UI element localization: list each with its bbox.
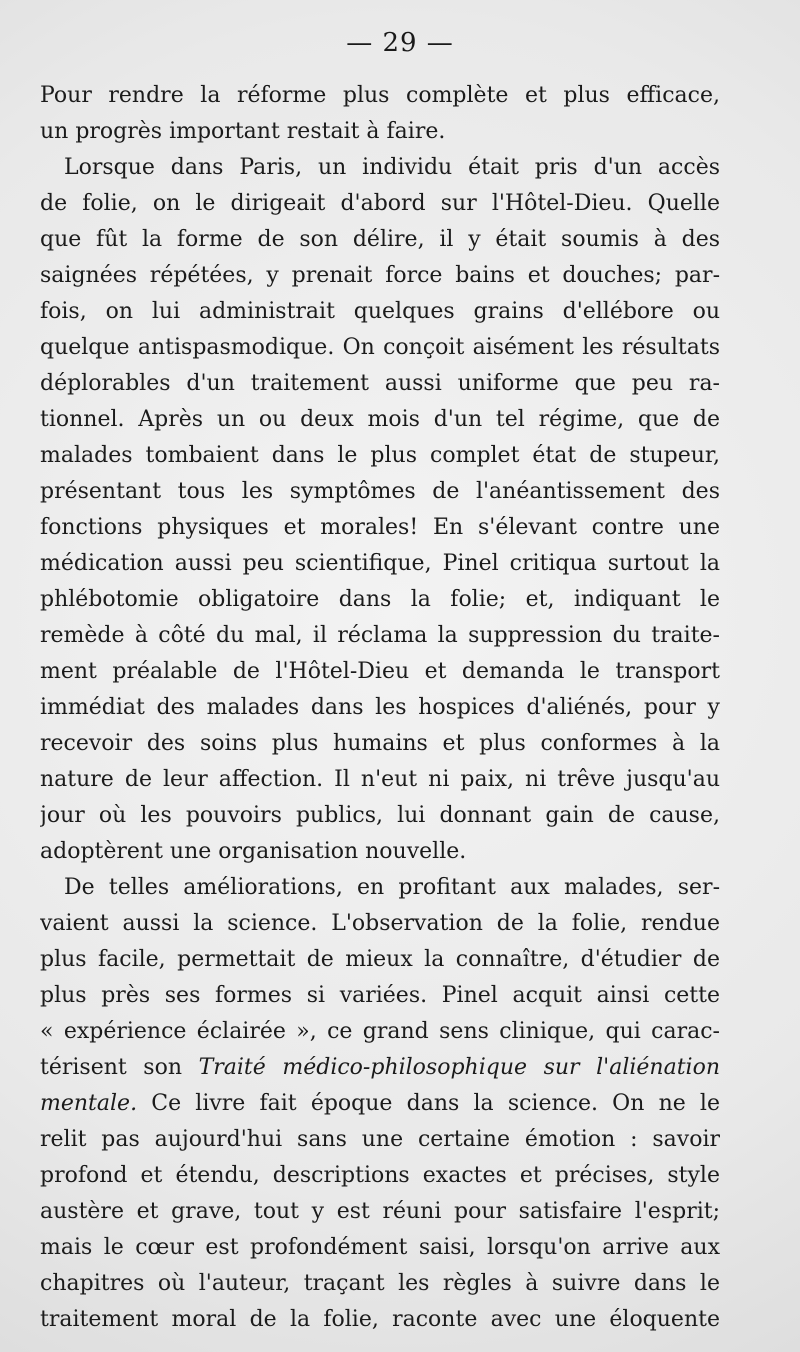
text-line: médication aussi peu scientifique, Pinel critiqua surtout la [40,551,720,576]
text-line: immédiat des malades dans les hospices d'aliénés, pour y [40,695,720,720]
text-line: Pour rendre la réforme plus complète et plus efficace, [40,83,720,108]
text-line: mais le cœur est profondément saisi, lorsqu'on arrive aux [40,1235,720,1260]
text-line: vaient aussi la science. L'observation de la folie, rendue [40,911,720,936]
text-line: malades tombaient dans le plus complet état de stupeur, [40,443,720,468]
text-line: adoptèrent une organisation nouvelle. [40,839,467,864]
body-text [40,78,720,1338]
text-line: nature de leur affection. Il n'eut ni paix, ni trêve jusqu'au [40,767,720,792]
text-line: fois, on lui administrait quelques grains d'ellébore ou [40,299,720,324]
text-line: relit pas aujourd'hui sans une certaine émotion : savoir [40,1127,720,1152]
text-line: phlébotomie obligatoire dans la folie; et, indiquant le [40,587,720,612]
text-line: quelque antispasmodique. On conçoit aisément les résultats [40,335,720,360]
text-line-mixed [40,1086,720,1122]
text-line: remède à côté du mal, il réclama la suppression du traite- [40,623,720,648]
text-line: profond et étendu, descriptions exactes et précises, style [40,1163,720,1188]
text-line-mixed [40,1050,720,1086]
text-line: De telles améliorations, en profitant aux malades, ser- [64,875,720,900]
page-number: — 29 — [346,28,454,58]
text-line: déplorables d'un traitement aussi uniforme que peu ra- [40,371,720,396]
text-fragment: térisent son [40,1055,183,1080]
text-line: que fût la forme de son délire, il y était soumis à des [40,227,720,252]
text-line: chapitres où l'auteur, traçant les règles à suivre dans le [40,1271,720,1296]
text-line: austère et grave, tout y est réuni pour satisfaire l'esprit; [40,1199,720,1224]
text-line: ment préalable de l'Hôtel-Dieu et demanda le transport [40,659,720,684]
text-line: de folie, on le dirigeait d'abord sur l'Hôtel-Dieu. Quelle [40,191,720,216]
text-line: traitement moral de la folie, raconte avec une éloquente [40,1307,720,1332]
text-line: saignées répétées, y prenait force bains et douches; par- [40,263,720,288]
text-line: plus facile, permettait de mieux la connaître, d'étudier de [40,947,720,972]
text-line: jour où les pouvoirs publics, lui donnant gain de cause, [40,803,720,828]
book-title: Traité médico-philosophique sur l'aliénation [198,1055,720,1080]
text-line: fonctions physiques et morales! En s'élevant contre une [40,515,720,540]
text-line: plus près ses formes si variées. Pinel acquit ainsi cette [40,983,720,1008]
text-line: tionnel. Après un ou deux mois d'un tel régime, que de [40,407,720,432]
text-line: recevoir des soins plus humains et plus conformes à la [40,731,720,756]
text-line: présentant tous les symptômes de l'anéantissement des [40,479,720,504]
book-title-end: mentale. [40,1091,138,1116]
text-line: « expérience éclairée », ce grand sens clinique, qui carac- [40,1019,720,1044]
text-line: Lorsque dans Paris, un individu était pris d'un accès [64,155,720,180]
text-fragment: Ce livre fait époque dans la science. On ne le [151,1091,720,1116]
text-line: un progrès important restait à faire. [40,119,446,144]
